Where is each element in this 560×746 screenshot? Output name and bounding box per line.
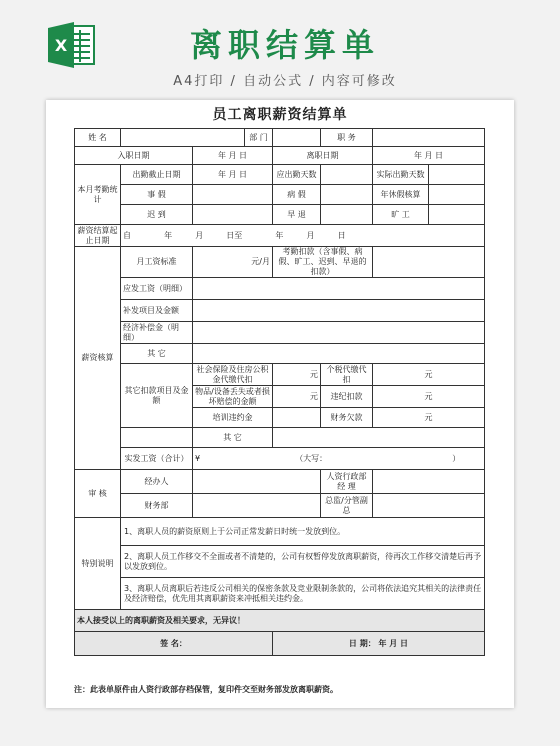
income-tax-label: 个税代缴代扣 bbox=[321, 364, 373, 386]
monthly-standard-field[interactable]: 元/月 bbox=[193, 247, 273, 278]
other2-field[interactable] bbox=[273, 428, 485, 448]
uppercase-label: （大写： bbox=[295, 453, 328, 463]
currency-symbol: ¥ bbox=[195, 453, 201, 463]
gm-label: 总监/分管副 总 bbox=[321, 494, 373, 518]
dept-field[interactable] bbox=[273, 129, 321, 147]
other-label: 其 它 bbox=[121, 344, 193, 364]
supplement-label: 补发项目及金额 bbox=[121, 300, 193, 322]
position-label: 职 务 bbox=[321, 129, 373, 147]
early-leave-label: 早 退 bbox=[273, 205, 321, 225]
compensation-label: 经济补偿金（明细） bbox=[121, 322, 193, 344]
annual-leave-field[interactable] bbox=[429, 185, 485, 205]
review-label: 审 核 bbox=[75, 470, 121, 518]
compensation-field[interactable] bbox=[193, 322, 485, 344]
attendance-period-label: 出勤截止日期 bbox=[121, 165, 193, 185]
absent-label: 旷 工 bbox=[373, 205, 429, 225]
other2-label: 其 它 bbox=[193, 428, 273, 448]
discipline-label: 违纪扣款 bbox=[321, 386, 373, 408]
attendance-deduct-label: 考勤扣款（含事假、病假、旷工、迟到、早退的扣款） bbox=[273, 247, 373, 278]
attendance-deduct-field[interactable] bbox=[373, 247, 485, 278]
form-title: 员工离职薪资结算单 bbox=[212, 107, 348, 123]
attendance-group-label: 本月考勤统 计 bbox=[75, 165, 121, 225]
uppercase-close: ） bbox=[452, 453, 461, 463]
name-field[interactable] bbox=[121, 129, 245, 147]
settle-year-2: 年 bbox=[275, 230, 284, 240]
income-tax-field[interactable]: 元 bbox=[373, 364, 485, 386]
due-days-label: 应出勤天数 bbox=[273, 165, 321, 185]
sick-leave-field[interactable] bbox=[321, 185, 373, 205]
position-field[interactable] bbox=[373, 129, 485, 147]
page-subtitle: A4打印 / 自动公式 / 内容可修改 bbox=[173, 74, 397, 89]
damage-label: 物品/设备丢失或者损坏赔偿的金额 bbox=[193, 386, 273, 408]
social-insurance-label: 社会保险及住房公积金代缴代扣 bbox=[193, 364, 273, 386]
settle-day-2: 日 bbox=[337, 230, 346, 240]
form-sheet bbox=[46, 100, 514, 708]
gm-field[interactable] bbox=[373, 494, 485, 518]
social-insurance-field[interactable]: 元 bbox=[273, 364, 321, 386]
notes-label: 特别说明 bbox=[75, 518, 121, 610]
annual-leave-label: 年休假核算 bbox=[373, 185, 429, 205]
monthly-standard-label: 月工资标准 bbox=[121, 247, 193, 278]
finance-label: 财务部 bbox=[121, 494, 193, 518]
excel-icon bbox=[44, 18, 98, 72]
leave-date-label: 离职日期 bbox=[273, 147, 373, 165]
sick-leave-label: 病 假 bbox=[273, 185, 321, 205]
actual-days-label: 实际出勤天数 bbox=[373, 165, 429, 185]
supplement-field[interactable] bbox=[193, 300, 485, 322]
hr-manager-field[interactable] bbox=[373, 470, 485, 494]
actual-pay-label: 实发工资（合计） bbox=[121, 448, 193, 470]
settle-day-1: 日至 bbox=[226, 230, 243, 240]
handler-field[interactable] bbox=[193, 470, 321, 494]
handler-label: 经办人 bbox=[121, 470, 193, 494]
personal-leave-label: 事 假 bbox=[121, 185, 193, 205]
sign-date-field[interactable]: 日 期： 年 月 日 bbox=[273, 632, 485, 656]
svg-text:X: X bbox=[54, 36, 68, 55]
footnote: 注：此表单原件由人资行政部存档保管，复印件交至财务部发放离职薪资。 bbox=[74, 685, 338, 694]
leave-date-field[interactable]: 年 月 日 bbox=[373, 147, 485, 165]
settle-from: 自 bbox=[123, 230, 131, 240]
training-field[interactable] bbox=[273, 408, 321, 428]
attendance-period-field[interactable]: 年 月 日 bbox=[193, 165, 273, 185]
note-2: 2、离职人员工作移交不全面或者不清楚的，公司有权暂停发放离职薪资，待再次工作移交清楚后再予以发放到位。 bbox=[121, 546, 485, 578]
dept-label: 部 门 bbox=[245, 129, 273, 147]
damage-field[interactable]: 元 bbox=[273, 386, 321, 408]
personal-leave-field[interactable] bbox=[193, 185, 273, 205]
salary-group-label: 薪资核算 bbox=[75, 247, 121, 470]
payable-field[interactable] bbox=[193, 278, 485, 300]
page-title: 离职结算单 bbox=[189, 26, 380, 64]
settle-month-2: 月 bbox=[306, 230, 315, 240]
consent-statement: 本人接受以上的离职薪资及相关要求，无异议！ bbox=[75, 610, 485, 632]
early-leave-field[interactable] bbox=[321, 205, 373, 225]
note-3: 3、离职人员离职后若违反公司相关的保密条款及竞业限制条款的，公司将依法追究其相关的法律责任及经济赔偿，优先用其离职薪资来冲抵相关违约金。 bbox=[121, 578, 485, 610]
name-label: 姓 名 bbox=[75, 129, 121, 147]
hire-date-label: 入职日期 bbox=[75, 147, 193, 165]
hire-date-field[interactable]: 年 月 日 bbox=[193, 147, 273, 165]
payable-label: 应发工资（明细） bbox=[121, 278, 193, 300]
training-label: 培训违约金 bbox=[193, 408, 273, 428]
settle-period-field[interactable] bbox=[121, 225, 485, 247]
settlement-form bbox=[74, 128, 485, 656]
actual-pay-field[interactable] bbox=[193, 448, 485, 470]
debt-label: 财务欠款 bbox=[321, 408, 373, 428]
settle-month-1: 月 bbox=[195, 230, 204, 240]
due-days-field[interactable] bbox=[321, 165, 373, 185]
settle-year-1: 年 bbox=[164, 230, 173, 240]
signature-field[interactable]: 签 名： bbox=[75, 632, 273, 656]
other-field[interactable] bbox=[193, 344, 485, 364]
settle-period-label: 薪资结算起止日期 bbox=[75, 225, 121, 247]
late-label: 迟 到 bbox=[121, 205, 193, 225]
note-1: 1、离职人员的薪资原则上于公司正常发薪日时统一发放到位。 bbox=[121, 518, 485, 546]
absent-field[interactable] bbox=[429, 205, 485, 225]
actual-days-field[interactable] bbox=[429, 165, 485, 185]
late-field[interactable] bbox=[193, 205, 273, 225]
finance-field[interactable] bbox=[193, 494, 321, 518]
debt-field[interactable]: 元 bbox=[373, 408, 485, 428]
other-deduct-group-label: 其它扣款项目及金额 bbox=[121, 364, 193, 428]
discipline-field[interactable]: 元 bbox=[373, 386, 485, 408]
hr-manager-label: 人资行政部经 理 bbox=[321, 470, 373, 494]
